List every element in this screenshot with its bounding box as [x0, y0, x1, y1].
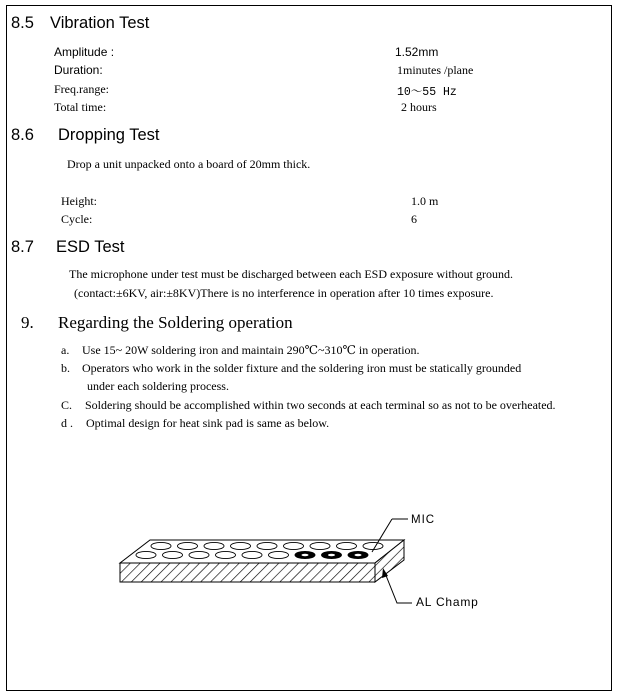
pad-hole [310, 542, 330, 549]
amplitude-value: 1.52mm [395, 45, 439, 59]
soldering-item-b-continuation: under each soldering process. [87, 379, 229, 393]
total-time-label: Total time: [54, 100, 107, 114]
freq-range-value: 10～55 Hz [397, 86, 457, 99]
section-title-vibration-test: Vibration Test [50, 14, 150, 32]
al-champ-leader-line [385, 573, 412, 603]
soldering-item-c-text: Soldering should be accomplished within two seconds at each terminal so as not to be overheated. [85, 398, 556, 412]
section-number-8-5: 8.5 [11, 14, 34, 32]
section-number-8-6: 8.6 [11, 126, 34, 144]
pad-hole [363, 542, 383, 549]
soldering-item-c-marker: C. [61, 398, 73, 412]
pad-hole [163, 551, 183, 558]
section-title-soldering: Regarding the Soldering operation [58, 313, 293, 332]
microphone-port [302, 554, 309, 557]
duration-value: 1minutes /plane [397, 63, 474, 77]
freq-range-label: Freq.range: [54, 82, 109, 96]
plate-front-face [120, 563, 375, 582]
soldering-item-b-marker: b. [61, 361, 70, 375]
soldering-item-d-text: Optimal design for heat sink pad is same as below. [86, 416, 330, 430]
pad-hole [136, 551, 156, 558]
esd-test-line-1: The microphone under test must be discharged between each ESD exposure without ground. [69, 267, 513, 281]
height-value: 1.0 m [411, 194, 439, 208]
section-title-esd-test: ESD Test [56, 238, 125, 256]
total-time-value: 2 hours [401, 100, 437, 114]
height-label: Height: [61, 194, 97, 208]
soldering-item-d-marker: d . [61, 416, 73, 430]
pad-hole [151, 542, 171, 549]
duration-label: Duration: [54, 63, 103, 77]
mic-label: MIC [411, 514, 436, 526]
pad-hole [269, 551, 289, 558]
dropping-test-description: Drop a unit unpacked onto a board of 20mm thick. [67, 157, 311, 171]
al-champ-label: AL Champ [416, 595, 479, 609]
section-title-dropping-test: Dropping Test [58, 126, 160, 144]
pad-hole [216, 551, 236, 558]
pad-hole [337, 542, 357, 549]
pad-hole [257, 542, 277, 549]
amplitude-label: Amplitude : [54, 45, 115, 59]
section-number-8-7: 8.7 [11, 238, 34, 256]
cycle-label: Cycle: [61, 212, 93, 226]
pad-hole [231, 542, 251, 549]
pad-hole [204, 542, 224, 549]
microphone-port [328, 554, 335, 557]
cycle-value: 6 [411, 212, 417, 226]
pad-hole [284, 542, 304, 549]
microphone-port [355, 554, 362, 557]
pad-hole [178, 542, 198, 549]
soldering-item-b-text: Operators who work in the solder fixture and the soldering iron must be statically grounded [82, 361, 522, 375]
soldering-item-a-marker: a. [61, 343, 70, 357]
soldering-item-a-text: Use 15~ 20W soldering iron and maintain 290℃~310℃ in operation. [82, 343, 420, 357]
section-number-9: 9. [21, 313, 34, 332]
pad-hole [189, 551, 209, 558]
esd-test-line-2: (contact:±6KV, air:±8KV)There is no interference in operation after 10 times exposure. [74, 286, 494, 300]
pad-hole [242, 551, 262, 558]
